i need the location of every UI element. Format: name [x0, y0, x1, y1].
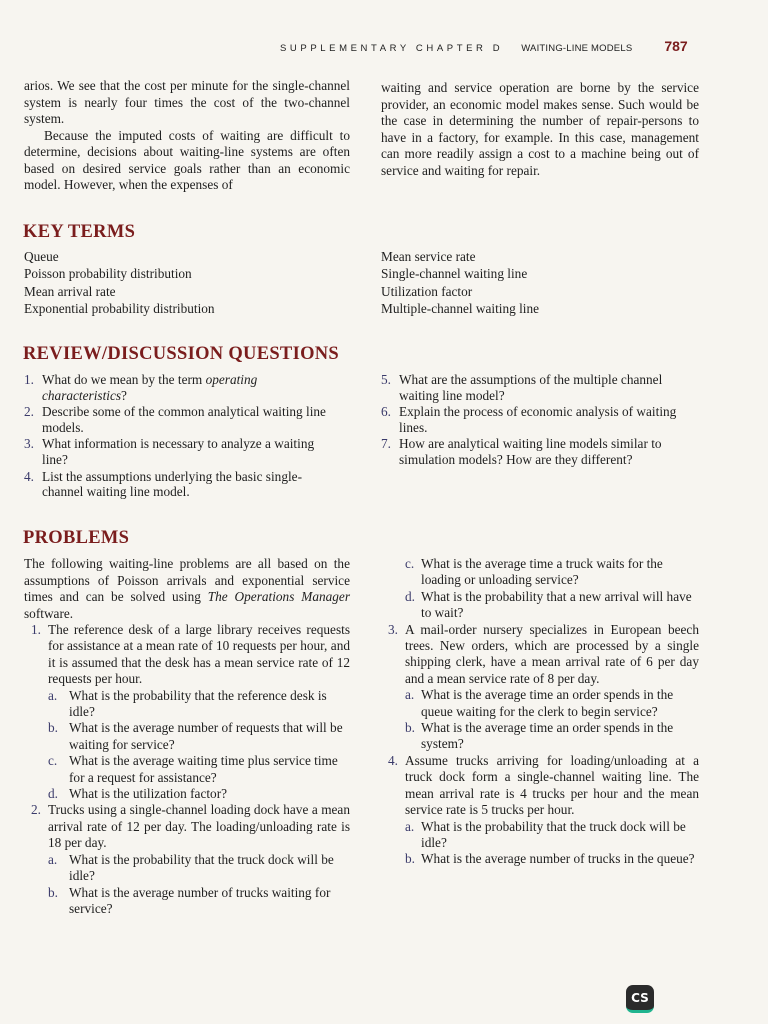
part-letter: b. [405, 851, 415, 867]
camscanner-logo-icon: CS [626, 985, 654, 1013]
problems-heading: PROBLEMS [23, 528, 130, 548]
problem-parts [48, 688, 350, 803]
intro-right-column [381, 80, 699, 179]
part-text: What is the probability that the truck dock will be idle? [421, 818, 686, 850]
problems-intro [24, 556, 350, 622]
part-text: What is the utilization factor? [69, 786, 228, 802]
problem-part [405, 687, 699, 720]
problem-parts [48, 852, 350, 918]
problem-number: 2. [31, 802, 41, 818]
key-term: Multiple-channel waiting line [381, 301, 540, 317]
part-letter: a. [405, 687, 415, 703]
problem-part [48, 753, 350, 786]
part-letter: d. [405, 588, 415, 604]
part-letter: a. [405, 818, 415, 834]
problem-2-text: Trucks using a single-channel loading dock have a mean arrival rate of 12 per day. The loading/unloading rate is 18 per day. [48, 802, 350, 851]
problem-part [48, 688, 350, 721]
problem-2 [24, 802, 350, 917]
part-text: What is the average number of requests that will be waiting for service? [69, 720, 343, 752]
key-term: Exponential probability distribution [24, 301, 215, 317]
problem-parts [405, 687, 699, 753]
problem-part [48, 852, 350, 885]
question-text: Explain the process of economic analysis of waiting lines. [399, 404, 677, 435]
page-number: 787 [664, 38, 688, 54]
review-questions-right [381, 372, 699, 469]
question-number: 2. [24, 404, 34, 420]
key-term: Poisson probability distribution [24, 266, 192, 282]
problem-number: 3. [388, 621, 398, 637]
review-questions-left [24, 372, 342, 501]
question-number: 1. [24, 372, 34, 387]
problem-number: 1. [31, 622, 41, 637]
part-text: What is the average time an order spends in the system? [421, 720, 674, 752]
part-letter: b. [48, 884, 58, 900]
question-text: What do we mean by the term [42, 372, 206, 387]
problem-number: 4. [388, 752, 398, 768]
question-text-end: ? [121, 387, 127, 403]
problem-3-text: A mail-order nursery specializes in European beech trees. New orders, which are processed by a single shipping clerk, have a mean arrival rate of 6 per day and a mean service rate of 8 per day. [405, 621, 699, 686]
key-terms-left [24, 248, 350, 318]
key-terms-heading: KEY TERMS [23, 222, 136, 242]
problems-intro-end: software. [24, 605, 74, 621]
header-chapter: SUPPLEMENTARY CHAPTER D [280, 43, 504, 54]
intro-left-column [24, 78, 350, 194]
part-text: What is the average waiting time plus service time for a request for assistance? [69, 753, 338, 785]
question-term: operating characteristics [42, 372, 258, 403]
part-letter: b. [405, 720, 415, 736]
part-text: What is the probability that the truck dock will be idle? [69, 851, 334, 884]
part-text: What is the probability that the reference desk is idle? [69, 687, 327, 720]
review-questions-list [24, 372, 342, 500]
review-questions-heading: REVIEW/DISCUSSION QUESTIONS [23, 344, 340, 364]
review-question [24, 372, 342, 403]
key-term: Single-channel waiting line [381, 266, 528, 282]
question-number: 7. [381, 436, 391, 452]
problem-part [405, 720, 699, 753]
part-letter: a. [48, 851, 58, 867]
problem-4 [381, 753, 699, 868]
review-question [381, 372, 699, 403]
problem-part [405, 819, 699, 852]
question-text: Describe some of the common analytical waiting line models. [42, 404, 326, 435]
part-text: What is the average time an order spends in the queue waiting for the clerk to begin service? [421, 687, 674, 719]
question-text: List the assumptions underlying the basic single-channel waiting line model. [42, 468, 302, 500]
problem-part [405, 851, 699, 867]
intro-paragraph-2: Because the imputed costs of waiting are difficult to determine, decisions about waiting-line systems are often based on desired service goals rather than an economic model. However, when the expenses of [24, 127, 350, 192]
problem-1-text: The reference desk of a large library receives requests for assistance at a mean rate of 10 requests per hour, and it is assumed that the desk has a mean service rate of 12 requests per hour. [48, 622, 350, 687]
question-text: How are analytical waiting line models similar to simulation models? How are they different? [399, 436, 662, 467]
problems-left-column [24, 556, 350, 917]
problems-intro-text: The following waiting-line problems are all based on the assumptions of Poisson arrivals and exponential service times and can be solved using [24, 556, 350, 604]
review-questions-list [381, 372, 699, 468]
part-letter: c. [48, 753, 58, 769]
problem-4-text: Assume trucks arriving for loading/unloading at a truck dock form a single-channel waiting line. The mean arrival rate is 4 trucks per hour and the mean service rate is 5 trucks per hour. [405, 752, 699, 818]
problem-part [48, 885, 350, 918]
key-terms-list [24, 248, 350, 318]
problem-part [405, 556, 699, 589]
key-terms-right [381, 248, 699, 318]
part-text: What is the average number of trucks in the queue? [421, 851, 695, 867]
review-question [24, 436, 342, 467]
part-text: What is the average number of trucks waiting for service? [69, 884, 331, 916]
part-letter: c. [405, 556, 415, 571]
review-question [381, 404, 699, 435]
part-letter: a. [48, 687, 58, 703]
problems-right-column [381, 556, 699, 868]
question-number: 3. [24, 436, 34, 452]
part-letter: d. [48, 786, 58, 802]
key-term: Mean service rate [381, 249, 476, 264]
key-term: Mean arrival rate [24, 283, 116, 299]
header-title: WAITING-LINE MODELS [521, 43, 633, 54]
part-text: What is the probability that a new arrival will have to wait? [421, 588, 692, 621]
problem-parts [381, 556, 699, 622]
problem-3 [381, 622, 699, 753]
review-question [381, 436, 699, 467]
problem-part [48, 720, 350, 753]
question-number: 4. [24, 468, 34, 484]
question-number: 6. [381, 404, 391, 420]
software-name: The Operations Manager [207, 589, 350, 604]
part-letter: b. [48, 720, 58, 736]
problem-1 [24, 622, 350, 802]
question-text: What are the assumptions of the multiple channel waiting line model? [399, 372, 663, 403]
key-term: Queue [24, 249, 59, 264]
question-number: 5. [381, 372, 391, 387]
part-text: What is the average time a truck waits for the loading or unloading service? [421, 556, 663, 588]
intro-paragraph-1: arios. We see that the cost per minute for the single-channel system is nearly four times the cost of the two-channel system. [24, 78, 350, 126]
problem-parts [405, 819, 699, 868]
intro-paragraph-3: waiting and service operation are borne by the service provider, an economic model makes sense. Such would be the case in determining the number of repair-persons to have in a factory, for example. In this case, management can more readily assign a cost to a machine being out of service and waiting for repair. [381, 80, 699, 178]
key-terms-list [381, 248, 699, 318]
review-question [24, 469, 342, 500]
running-header [280, 38, 700, 58]
question-text: What information is necessary to analyze a waiting line? [42, 436, 315, 467]
problem-part [48, 786, 350, 802]
review-question [24, 404, 342, 435]
problem-part [405, 589, 699, 622]
key-term: Utilization factor [381, 283, 473, 299]
